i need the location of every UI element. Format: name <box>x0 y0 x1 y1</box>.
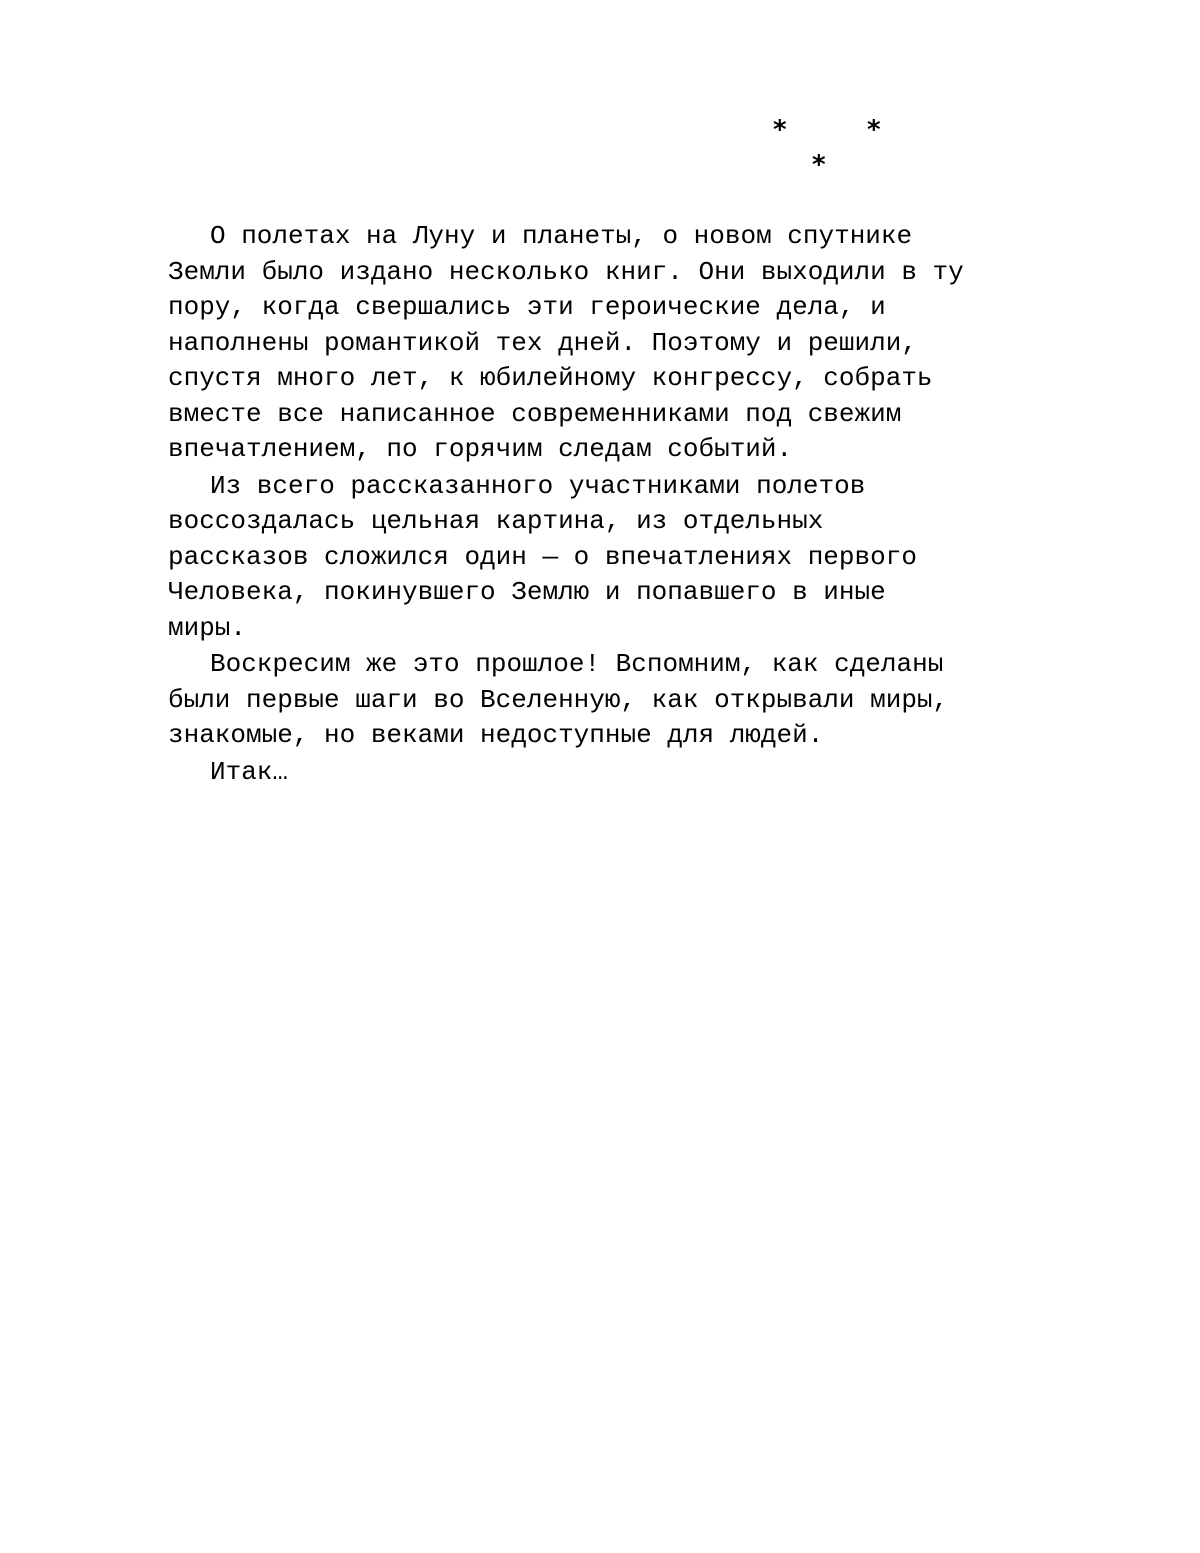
asterism-star: * <box>812 150 826 180</box>
text-line: вместе все написанное современниками под свежим <box>168 398 902 429</box>
text-line: рассказов сложился один — о впечатлениях первого <box>168 541 917 572</box>
text-line: воссоздалась цельная картина, из отдельных <box>168 506 824 536</box>
text-line: впечатлением, по горячим следам событий. <box>168 434 793 464</box>
text-line: Земли было издано несколько книг. Они выходили в ту <box>168 256 964 287</box>
text-line: миры. <box>168 612 247 643</box>
text-line: спустя много лет, к юбилейному конгрессу, собрать <box>168 363 933 393</box>
paragraph <box>168 755 1158 791</box>
text-line: О полетах на Луну и планеты, о новом спутнике <box>210 221 913 251</box>
text-line: были первые шаги во Вселенную, как открывали миры, <box>168 684 949 715</box>
text-line: Из всего рассказанного участниками полетов <box>210 470 866 501</box>
asterism-star: * <box>773 115 787 145</box>
text-line: пору, когда свершались эти героические дела, и <box>168 292 886 322</box>
text-line: Итак… <box>210 756 289 787</box>
body-text <box>168 219 1158 791</box>
paragraph <box>168 647 1158 754</box>
text-line: наполнены романтикой тех дней. Поэтому и решили, <box>168 327 917 358</box>
text-line: Воскресим же это прошлое! Вспомним, как сделаны <box>210 649 944 679</box>
paragraph <box>168 219 1158 468</box>
asterism-star: * <box>867 115 881 145</box>
paragraph <box>168 469 1158 647</box>
text-line: знакомые, но веками недоступные для людей. <box>168 720 824 750</box>
text-line: Человека, покинувшего Землю и попавшего в иные <box>168 577 886 607</box>
